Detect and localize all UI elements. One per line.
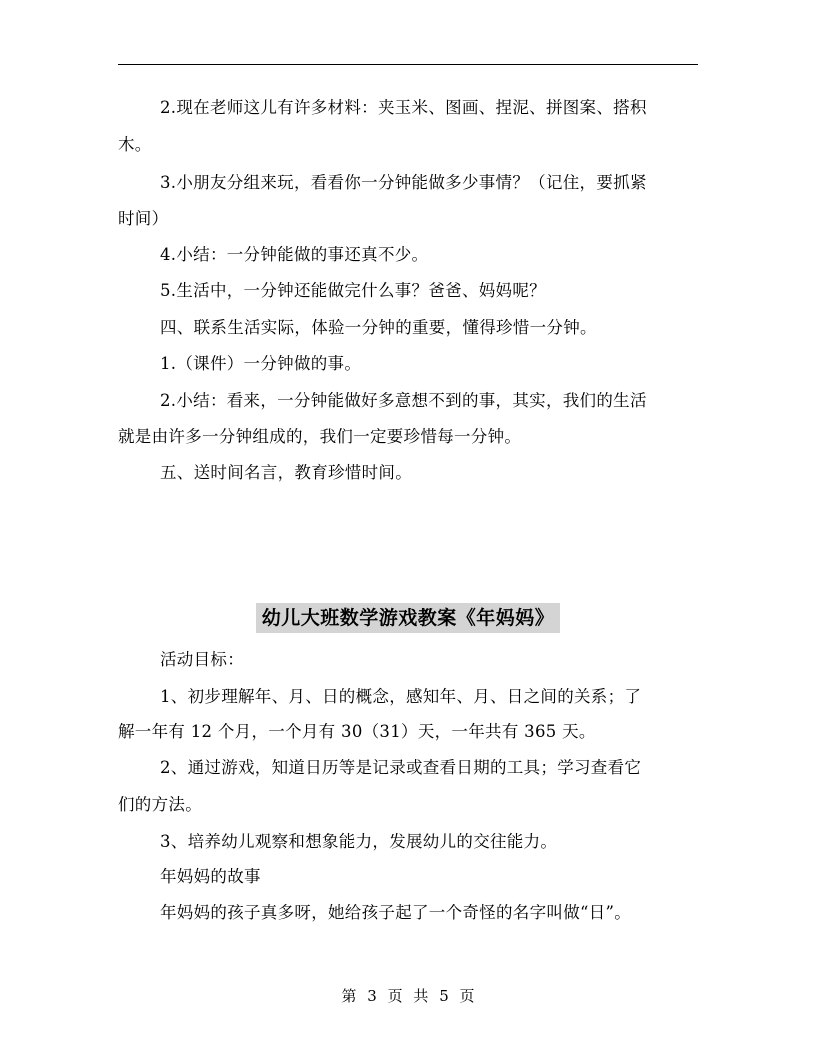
paragraph-line: 1.（课件）一分钟做的事。 (160, 354, 362, 373)
footer-gong: 共 (413, 987, 429, 1005)
paragraph-line: 时间） (118, 209, 169, 228)
paragraph-line: 2、通过游戏，知道日历等是记录或查看日期的工具；学习查看它 (160, 758, 642, 777)
paragraph-line: 2.现在老师这儿有许多材料：夹玉米、图画、捏泥、拼图案、搭积 (160, 98, 647, 117)
section-heading: 五、送时间名言，教育珍惜时间。 (160, 463, 412, 482)
paragraph-line: 1、初步理解年、月、日的概念，感知年、月、日之间的关系；了 (160, 687, 642, 706)
footer-ye: 页 (387, 987, 403, 1005)
footer-page-number: 3 (367, 987, 377, 1005)
footer-ye2: 页 (459, 987, 475, 1005)
header-rule (118, 64, 698, 65)
paragraph-line: 活动目标： (160, 650, 244, 669)
paragraph-line: 年妈妈的故事 (160, 867, 261, 886)
paragraph-line: 解一年有 12 个月，一个月有 30（31）天，一年共有 365 天。 (118, 722, 596, 741)
paragraph-line: 就是由许多一分钟组成的，我们一定要珍惜每一分钟。 (118, 427, 522, 446)
paragraph-line: 2.小结：看来，一分钟能做好多意想不到的事，其实，我们的生活 (160, 391, 647, 410)
section-heading: 四、联系生活实际，体验一分钟的重要，懂得珍惜一分钟。 (160, 318, 597, 337)
footer-total-pages: 5 (439, 987, 449, 1005)
paragraph-line: 5.生活中，一分钟还能做完什么事？爸爸、妈妈呢？ (160, 281, 546, 300)
document-title: 幼儿大班数学游戏教案《年妈妈》 (256, 603, 561, 633)
page-footer (0, 986, 816, 1006)
footer-di: 第 (341, 987, 357, 1005)
paragraph-line: 4.小结：一分钟能做的事还真不少。 (160, 245, 429, 264)
paragraph-line: 木。 (118, 135, 152, 154)
paragraph-line: 3、培养幼儿观察和想象能力，发展幼儿的交往能力。 (160, 832, 558, 851)
paragraph-line: 3.小朋友分组来玩，看看你一分钟能做多少事情？（记住，要抓紧 (160, 173, 647, 192)
paragraph-line: 年妈妈的孩子真多呀，她给孩子起了一个奇怪的名字叫做“日”。 (160, 903, 632, 922)
paragraph-line: 们的方法。 (118, 795, 202, 814)
title-row (0, 603, 816, 633)
